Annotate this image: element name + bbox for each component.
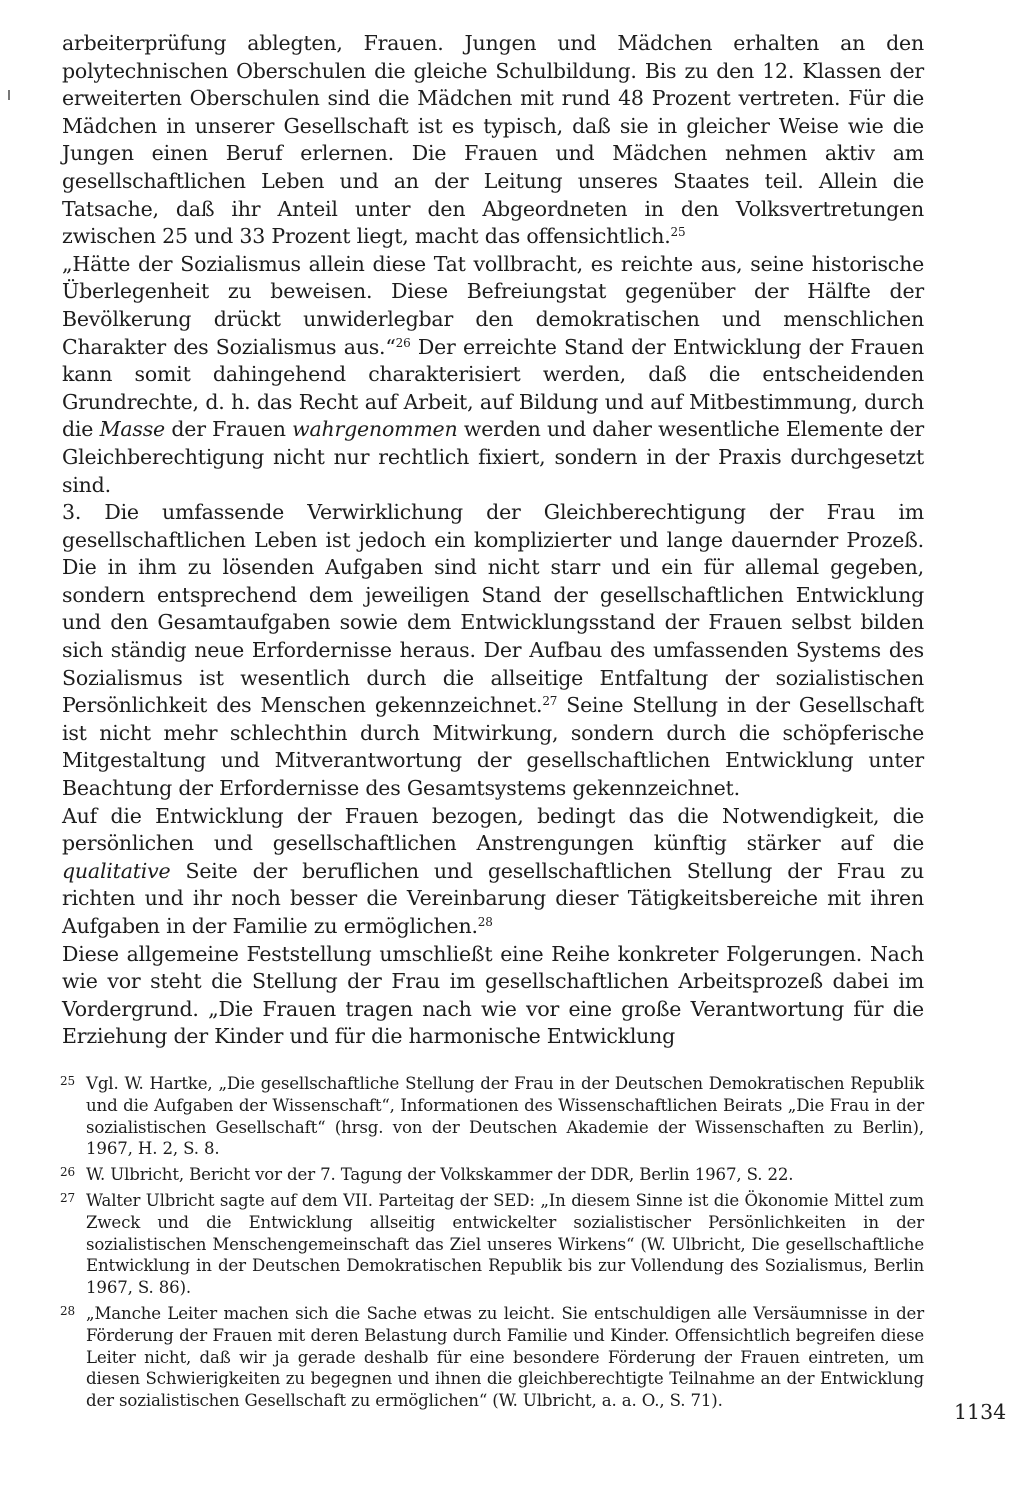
footnote	[62, 1190, 924, 1299]
footnote-text: Walter Ulbricht sagte auf dem VII. Parteitag der SED: „In diesem Sinne ist die Ökonomie Mittel zum Zweck und die Entwicklung allseitig entwickelter sozialistischer Persönlichkeiten in der sozialistischen Menschengemeinschaft das Ziel unseres Wirkens“ (W. Ulbricht, Die gesellschaftliche Entwicklung in der Deutschen Demokratischen Republik bis zur Vollendung des Sozialismus, Berlin 1967, S. 86).	[86, 1190, 924, 1298]
paragraph	[62, 499, 924, 803]
footnote-reference: 25	[670, 225, 686, 240]
text-run: 3. Die umfassende Verwirklichung der Gleichberechtigung der Frau im gesellschaftlichen Leben ist jedoch ein komplizierter und lange dauernder Prozeß. Die in ihm zu lösenden Aufgaben sind nicht starr und ein für allemal gegeben, sondern entsprechend dem jeweiligen Stand der gesellschaftlichen Entwicklung und den Gesamtaufgaben sowie dem Entwicklungsstand der Frauen selbst bilden sich ständig neue Erfordernisse heraus. Der Aufbau des umfassenden Systems des Sozialismus ist wesentlich durch die allseitige Entfaltung der sozialistischen Persönlichkeit des Menschen gekennzeichnet.	[62, 500, 924, 718]
footnote-text: „Manche Leiter machen sich die Sache etwas zu leicht. Sie entschuldigen alle Versäumnisse in der Förderung der Frauen mit deren Belastung durch Familie und Kinder. Offensichtlich begreifen diese Leiter nicht, daß wir ja gerade deshalb für eine besondere Förderung der Frauen eintreten, um diesen Schwierigkeiten zu begegnen und ihnen die gleichberechtigte Teilnahme an der Entwicklung der sozialistischen Gesellschaft zu ermöglichen“ (W. Ulbricht, a. a. O., S. 71).	[86, 1303, 924, 1411]
emphasized-text: qualitative	[62, 858, 171, 883]
footnote-reference: 27	[542, 694, 558, 709]
footnote	[62, 1303, 924, 1412]
text-run: Diese allgemeine Feststellung umschließt eine Reihe konkreter Folgerungen. Nach wie vor steht die Stellung der Frau im gesellschaftlichen Arbeitsprozeß dabei im Vordergrund. „Die Frauen tragen nach wie vor eine große Verantwortung für die Erziehung der Kinder und für die harmonische Entwicklung	[62, 941, 924, 1049]
text-run: „Hätte der Sozialismus allein diese Tat vollbracht, es reichte aus, seine historische Überlegenheit zu beweisen. Diese Befreiungstat gegenüber der Hälfte der Bevölkerung drückt unwiderlegbar den demokratischen und menschlichen Charakter des Sozialismus aus.“	[62, 251, 924, 359]
body-text	[62, 30, 924, 1051]
footnote-number: 25	[60, 1073, 75, 1088]
paragraph	[62, 251, 924, 499]
paragraph	[62, 803, 924, 941]
emphasized-text: wahrgenommen	[292, 417, 458, 442]
paragraph	[62, 941, 924, 1051]
emphasized-text: Masse	[99, 417, 165, 442]
text-run: Seite der beruflichen und gesellschaftlichen Stellung der Frau zu richten und ihr noch besser die Vereinbarung dieser Tätigkeitsbereiche mit ihren Aufgaben in der Familie zu ermöglichen.	[62, 858, 924, 938]
text-run: arbeiterprüfung ablegten, Frauen. Jungen und Mädchen erhalten an den polytechnischen Oberschulen die gleiche Schulbildung. Bis zu den 12. Klassen der erweiterten Oberschulen sind die Mädchen mit rund 48 Prozent vertreten. Für die Mädchen in unserer Gesellschaft ist es typisch, daß sie in gleicher Weise wie die Jungen einen Beruf erlernen. Die Frauen und Mädchen nehmen aktiv am gesellschaftlichen Leben und an der Leitung unseres Staates teil. Allein die Tatsache, daß ihr Anteil unter den Abgeordneten in den Volksvertretungen zwischen 25 und 33 Prozent liegt, macht das offensichtlich.	[62, 31, 924, 249]
footnote-number: 27	[60, 1190, 75, 1205]
page-number: 1134	[954, 1400, 1007, 1424]
text-run: Der erreichte Stand der Entwicklung der Frauen kann somit dahingehend charakterisiert werden, daß die entscheidenden Grundrechte, d. h. das Recht auf Arbeit, auf Bildung und auf Mitbestimmung, durch die	[62, 334, 924, 442]
text-run: Auf die Entwicklung der Frauen bezogen, bedingt das die Notwendigkeit, die persönlichen und gesellschaftlichen Anstrengungen künftig stärker auf die	[62, 803, 924, 856]
paragraph	[62, 30, 924, 251]
text-run: Seine Stellung in der Gesellschaft ist nicht mehr schlechthin durch Mitwirkung, sondern durch die schöpferische Mitgestaltung und Mitverantwortung der gesellschaftlichen Entwicklung unter Beachtung der Erfordernisse des Gesamtsystems gekennzeichnet.	[62, 693, 924, 801]
footnote-number: 26	[60, 1165, 75, 1180]
footnote-reference: 28	[477, 915, 493, 929]
footnote-text: Vgl. W. Hartke, „Die gesellschaftliche Stellung der Frau in der Deutschen Demokratischen Republik und die Aufgaben der Wissenschaft“, Informationen des Wissenschaftlichen Beirats „Die Frau in der sozialistischen Gesellschaft“ (hrsg. von der Deutschen Akademie der Wissenschaften zu Berlin), 1967, H. 2, S. 8.	[86, 1073, 924, 1159]
footnote-number: 28	[60, 1303, 75, 1318]
document-page	[62, 30, 924, 1416]
footnote-text: W. Ulbricht, Bericht vor der 7. Tagung der Volkskammer der DDR, Berlin 1967, S. 22.	[86, 1165, 794, 1185]
footnote	[62, 1073, 924, 1160]
footnotes	[62, 1073, 924, 1412]
footnote-reference: 26	[395, 335, 411, 350]
footnote	[62, 1164, 924, 1186]
text-run: werden und daher wesentliche Elemente der Gleichberechtigung nicht nur rechtlich fixiert, sondern in der Praxis durchgesetzt sind.	[62, 417, 924, 497]
text-run: der Frauen	[164, 417, 293, 442]
margin-mark	[8, 90, 10, 100]
